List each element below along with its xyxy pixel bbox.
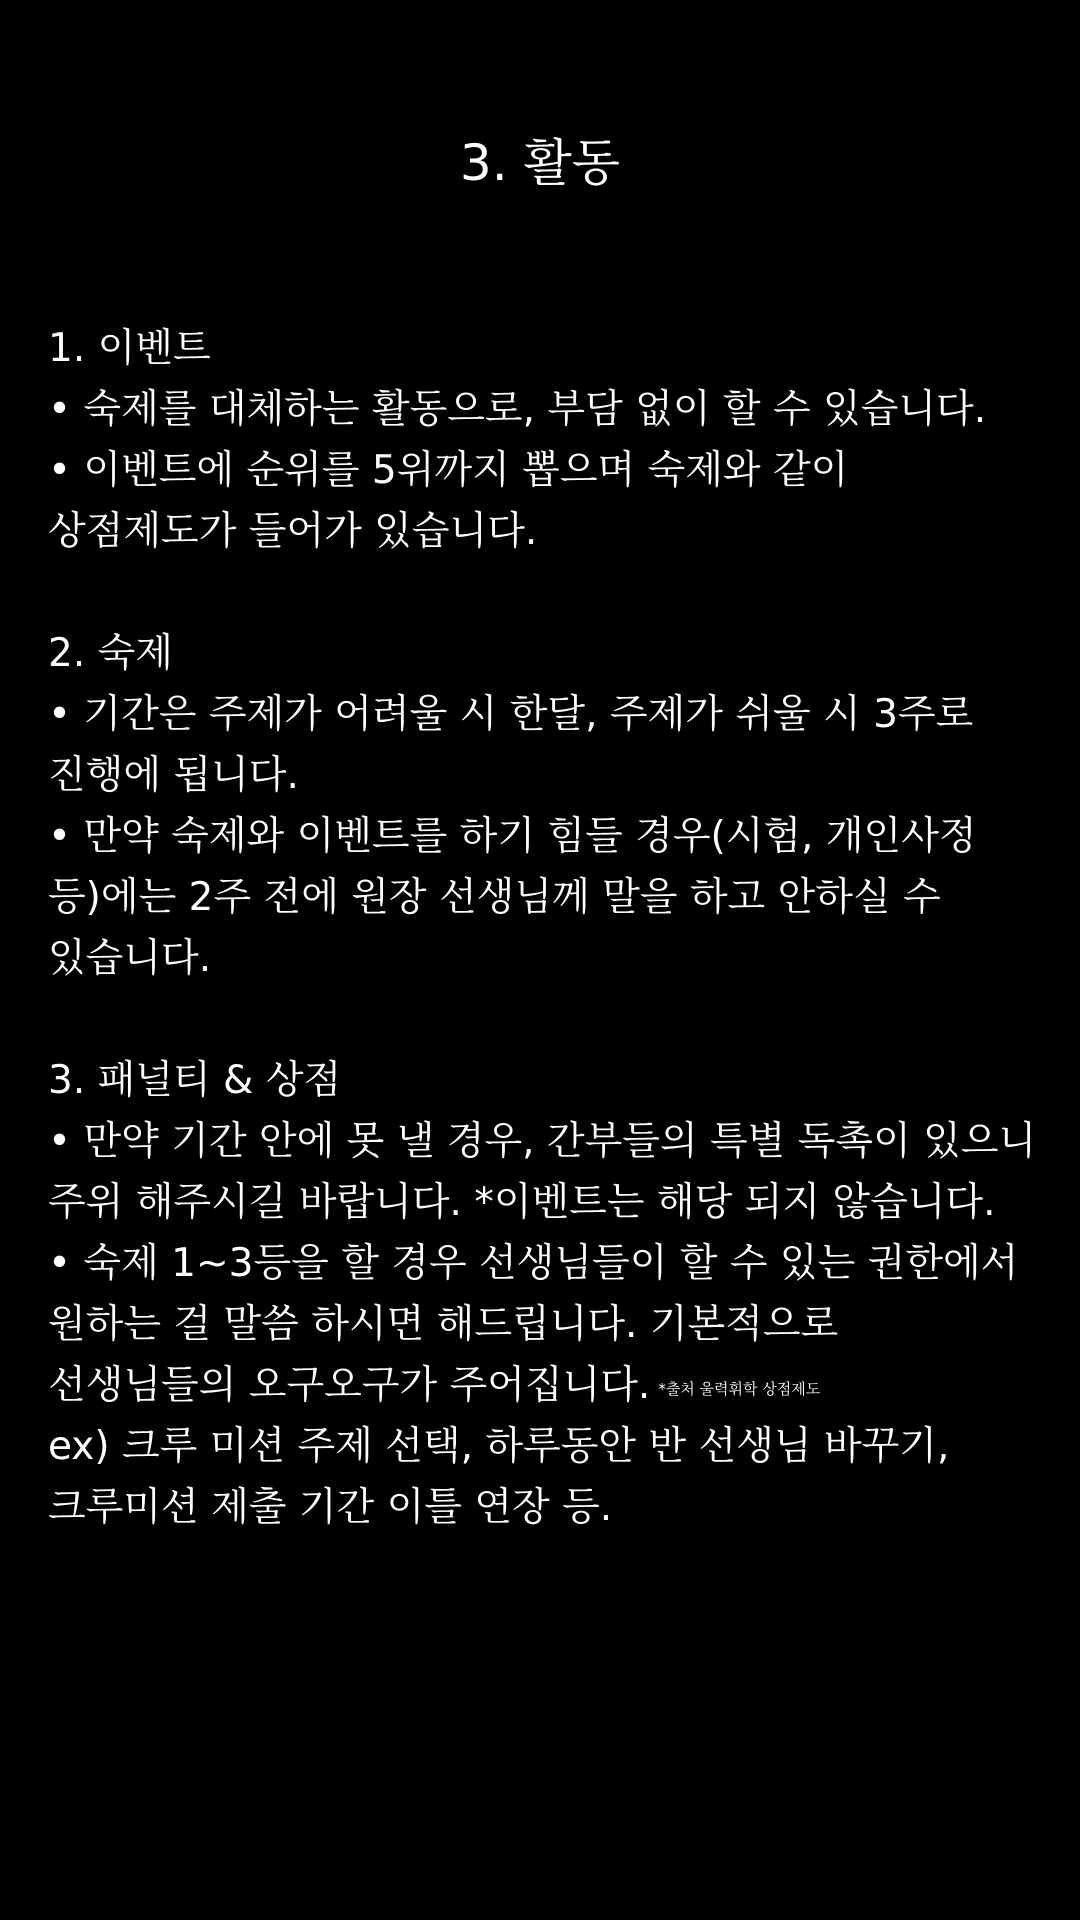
section-homework [48,623,1038,989]
section-heading: 1. 이벤트 [48,326,211,371]
section-heading: 3. 패널티 & 상점 [48,1058,342,1103]
section-heading: 2. 숙제 [48,631,173,676]
page-title: 3. 활동 [459,134,621,192]
bullet-item: • 이벤트에 순위를 5위까지 뽑으며 숙제와 같이 상점제도가 들어가 있습니다. [48,448,849,554]
section-penalty-reward [48,1050,1038,1538]
source-note: *출처 울력휘학 상점제도 [658,1380,821,1398]
example-line: ex) 크루 미션 주제 선택, 하루동안 반 선생님 바꾸기, 크루미션 제출 기간 이틀 연장 등. [48,1424,950,1530]
bullet-item: • 숙제를 대체하는 활동으로, 부담 없이 할 수 있습니다. [48,387,987,432]
bullet-item: • 만약 숙제와 이벤트를 하기 힘들 경우(시험, 개인사정 등)에는 2주 전에 원장 선생님께 말을 하고 안하실 수 있습니다. [48,814,977,981]
bullet-item: • 만약 기간 안에 못 낼 경우, 간부들의 특별 독촉이 있으니 주위 해주시길 바랍니다. *이벤트는 해당 되지 않습니다. [48,1119,1037,1225]
bullet-text: • 숙제 1~3등을 할 경우 선생님들이 할 수 있는 권한에서 원하는 걸 말씀 하시면 해드립니다. 기본적으로 선생님들의 오구오구가 주어집니다. [48,1241,1019,1408]
bullet-item [48,1233,1038,1416]
content-body [48,318,1038,1599]
bullet-item: • 기간은 주제가 어려울 시 한달, 주제가 쉬울 시 3주로 진행에 됩니다. [48,692,974,798]
section-event [48,318,1038,562]
